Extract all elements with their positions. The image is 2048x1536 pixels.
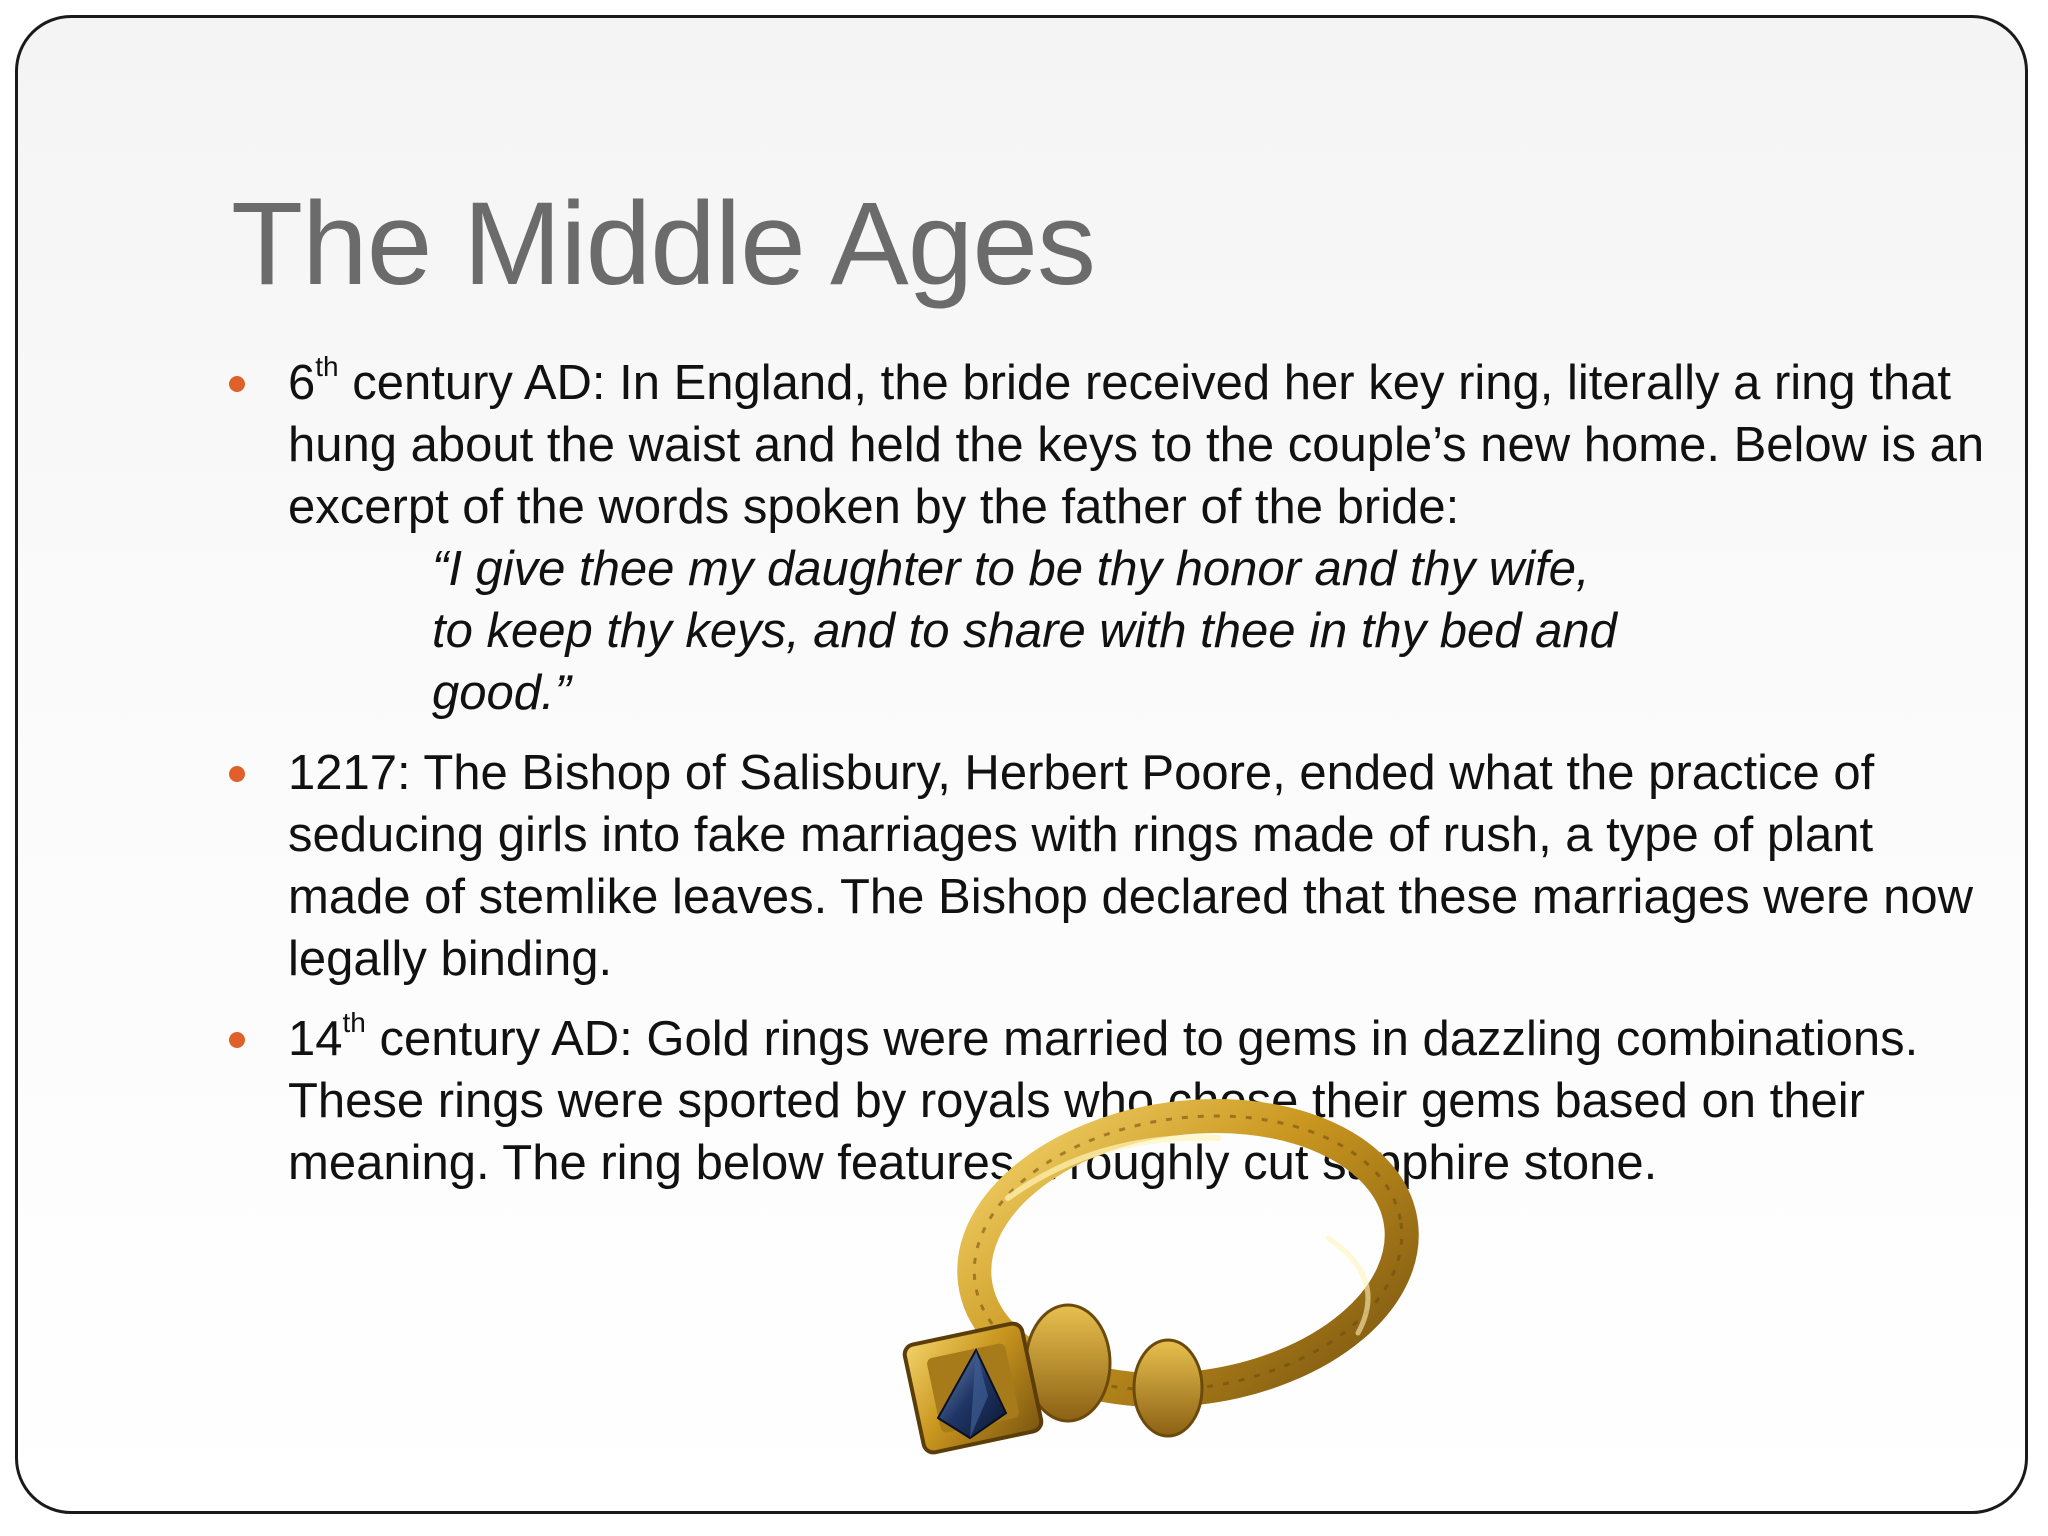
bullet-body: century AD: In England, the bride received her key ring, literally a ring that hung about the waist and held the keys to the couple’s new home. Below is an excerpt of the words spoken by the father of the bride: [288, 356, 1985, 534]
bullet-item [288, 742, 1988, 990]
bullet-dot-icon [229, 766, 245, 782]
bullet-dot-icon [229, 376, 245, 392]
quote-line: good.” [432, 666, 571, 720]
bullet-item [288, 352, 1988, 724]
bullet-lead: 6 [288, 356, 316, 410]
quote-line: to keep thy keys, and to share with thee in thy bed and [432, 604, 1617, 658]
bullet-lead: 14 [288, 1012, 343, 1066]
bullet-list [288, 352, 1988, 1212]
bullet-body: century AD: Gold rings were married to gems in dazzling combinations. These rings were sported by royals who chose their gems based on their meaning. The ring below features a roughly cut sapphire stone. [288, 1012, 1919, 1190]
quote-line: “I give thee my daughter to be thy honor and thy wife, [432, 542, 1590, 596]
slide-title: The Middle Ages [231, 178, 1095, 310]
slide [15, 15, 2028, 1514]
bullet-dot-icon [229, 1032, 245, 1048]
bullet-body: 1217: The Bishop of Salisbury, Herbert Poore, ended what the practice of seducing girls into fake marriages with rings made of rush, a type of plant made of stemlike leaves. The Bishop declared that these marriages were now legally binding. [288, 746, 1974, 986]
bullet-item [288, 1008, 1988, 1194]
bullet-text [288, 1008, 1988, 1194]
bullet-superscript: th [315, 350, 339, 382]
bullet-text [288, 352, 1988, 538]
bullet-superscript: th [342, 1006, 366, 1038]
